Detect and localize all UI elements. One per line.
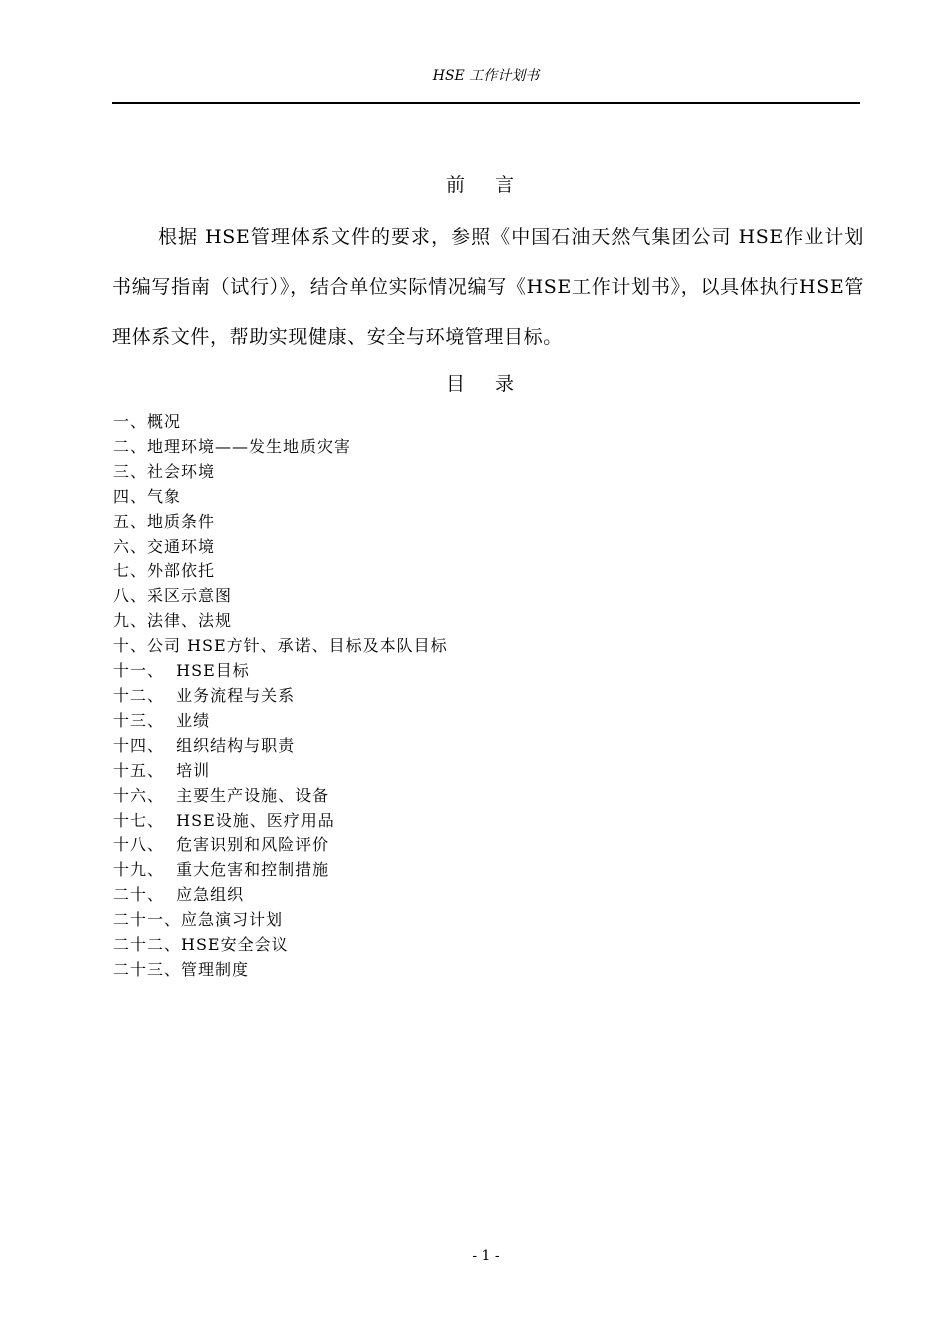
toc-item[interactable]: 一、概况 xyxy=(113,412,182,431)
toc-item[interactable]: 十二、 业务流程与关系 xyxy=(113,685,296,705)
toc-item[interactable]: 十八、 危害识别和风险评价 xyxy=(113,835,330,855)
toc-item[interactable]: 二十二、HSE安全会议 xyxy=(113,935,289,955)
toc-item[interactable]: 十、公司 HSE方针、承诺、目标及本队目标 xyxy=(113,636,448,656)
toc-item[interactable]: 二、地理环境——发生地质灾害 xyxy=(113,436,352,456)
toc-item[interactable]: 二十、 应急组织 xyxy=(113,885,245,905)
toc-list xyxy=(113,410,448,983)
toc-item[interactable]: 二十一、应急演习计划 xyxy=(113,910,284,930)
toc-item[interactable]: 二十三、管理制度 xyxy=(113,959,250,979)
toc-item[interactable]: 四、气象 xyxy=(113,486,182,506)
preface-title: 前 言 xyxy=(445,174,527,196)
toc-item[interactable]: 十四、 组织结构与职责 xyxy=(113,735,296,755)
toc-item[interactable]: 七、外部依托 xyxy=(113,561,216,581)
toc-item[interactable]: 九、法律、法规 xyxy=(113,611,233,631)
toc-item[interactable]: 八、采区示意图 xyxy=(113,586,233,606)
toc-item[interactable]: 六、交通环境 xyxy=(113,536,216,556)
toc-item[interactable]: 十三、 业绩 xyxy=(113,710,211,730)
toc-title: 目 录 xyxy=(445,373,527,395)
toc-item[interactable]: 五、地质条件 xyxy=(113,511,216,531)
toc-item[interactable]: 十六、 主要生产设施、设备 xyxy=(113,785,330,805)
page-header: HSE 工作计划书 xyxy=(432,68,540,84)
toc-item[interactable]: 十九、 重大危害和控制措施 xyxy=(113,860,330,880)
toc-item[interactable]: 三、社会环境 xyxy=(113,461,216,481)
toc-item[interactable]: 十七、 HSE设施、医疗用品 xyxy=(113,810,335,830)
toc-item[interactable]: 十一、 HSE目标 xyxy=(113,661,250,681)
header-rule xyxy=(112,102,860,104)
preface-paragraph: 根据 HSE管理体系文件的要求，参照《中国石油天然气集团公司 HSE作业计划书编写指南（试行）》，结合单位实际情况编写《HSE工作计划书》，以具体执行HSE管理体系文件，帮助实现健康、安全与环境管理目标。 xyxy=(112,226,864,348)
toc-item[interactable]: 十五、 培训 xyxy=(113,760,211,780)
page-number: - 1 - xyxy=(472,1248,500,1264)
